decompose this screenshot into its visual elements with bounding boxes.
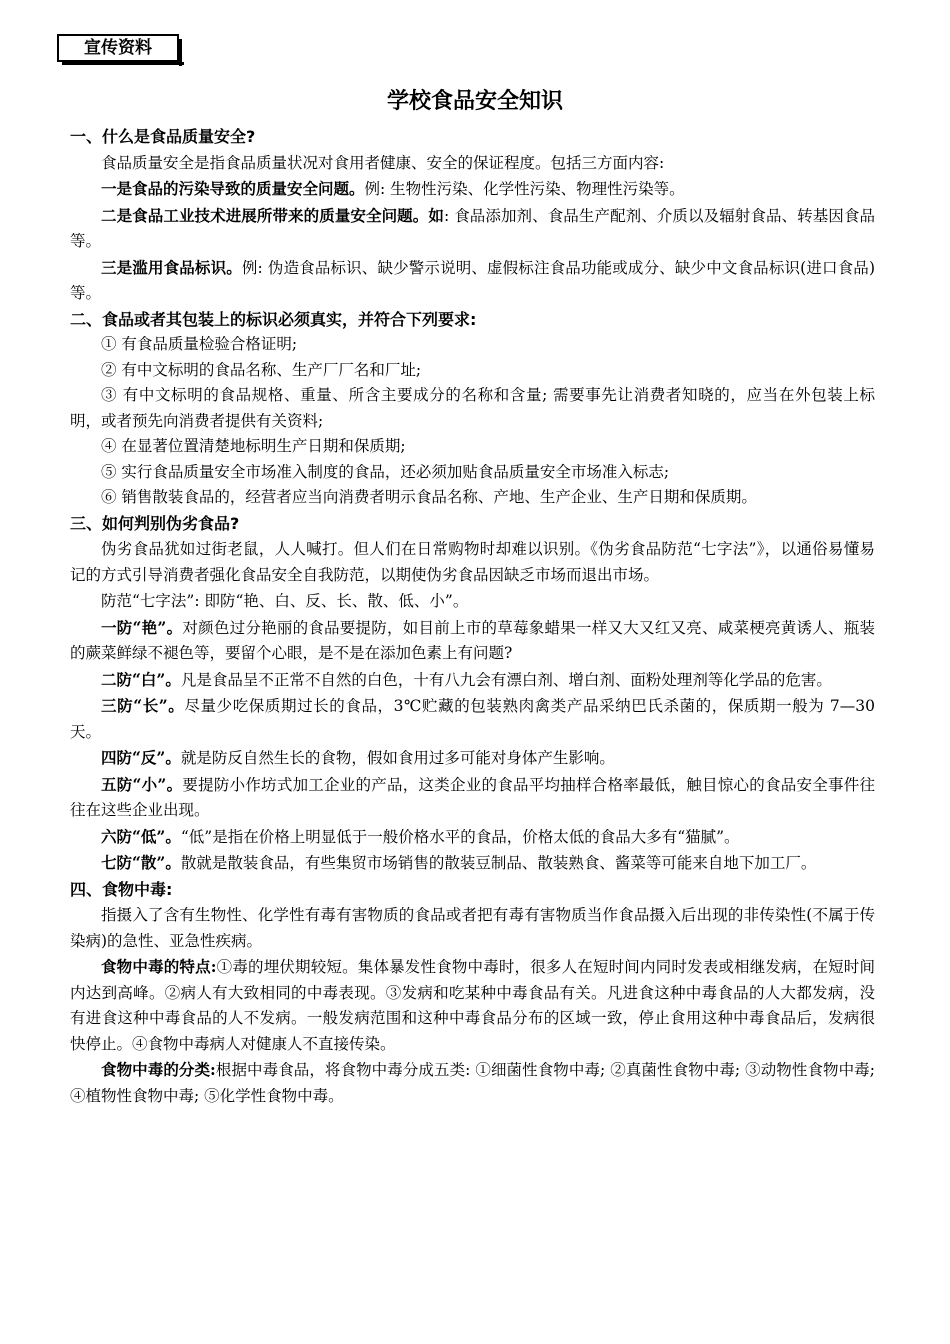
- section-heading-3: 三、如何判别伪劣食品?: [70, 513, 240, 533]
- seven-rule-item: 七防“散”。散就是散装食品，有些集贸市场销售的散装豆制品、散装熟食、酱菜等可能来自地下加工厂。: [101, 853, 817, 872]
- requirement-item: ⑥ 销售散装食品的，经营者应当向消费者明示食品名称、产地、生产企业、生产日期和保质期。: [101, 488, 757, 506]
- promo-material-label: 宣传资料: [84, 38, 152, 58]
- seven-rule-item: 四防“反”。就是防反自然生长的食物，假如食用过多可能对身体产生影响。: [101, 748, 615, 767]
- section-1-paragraph: 食品质量安全是指食品质量状况对食用者健康、安全的保证程度。包括三方面内容:: [101, 153, 665, 172]
- section-1-paragraph: 三是滥用食品标识。例: 伪造食品标识、缺少警示说明、虚假标注食品功能或成分、缺少中文食品标识(进口食品)等。: [70, 257, 875, 302]
- section-4-paragraph: 食物中毒的分类:根据中毒食品，将食物中毒分成五类: ①细菌性食物中毒; ②真菌性食物中毒; ③动物性食物中毒; ④植物性食物中毒; ⑤化学性食物中毒。: [70, 1060, 875, 1105]
- seven-rule-item: 二防“白”。凡是食品呈不正常不自然的白色，十有八九会有漂白剂、增白剂、面粉处理剂等化学品的危害。: [101, 669, 832, 689]
- document-body: [70, 124, 875, 1109]
- section-4-paragraph: 食物中毒的特点:①毒的埋伏期较短。集体暴发性食物中毒时，很多人在短时间内同时发表或相继发病，在短时间内达到高峰。②病人有大致相同的中毒表现。③发病和吃某种中毒食品有关。凡进食这种中毒食品的人大都发病，没有进食这种中毒食品的人不发病。一般发病范围和这种中毒食品分布的区域一致，停止食用这种中毒食品后，发病很快停止。④食物中毒病人对健康人不直接传染。: [70, 957, 875, 1053]
- seven-rule-item: 三防“长”。尽量少吃保质期过长的食品，3℃贮藏的包装熟肉禽类产品采纳巴氏杀菌的，保质期一般为 7—30 天。: [70, 696, 875, 741]
- requirement-item: ③ 有中文标明的食品规格、重量、所含主要成分的名称和含量; 需要事先让消费者知晓的，应当在外包装上标明，或者预先向消费者提供有关资料;: [70, 386, 875, 430]
- requirement-item: ⑤ 实行食品质量安全市场准入制度的食品，还必须加贴食品质量安全市场准入标志;: [101, 462, 670, 481]
- section-3-paragraph: 防范“七字法”: 即防“艳、白、反、长、散、低、小”。: [101, 592, 469, 610]
- requirement-item: ② 有中文标明的食品名称、生产厂厂名和厂址;: [101, 360, 422, 379]
- section-1-paragraph: 一是食品的污染导致的质量安全问题。例: 生物性污染、化学性污染、物理性污染等。: [101, 179, 685, 198]
- requirement-item: ④ 在显著位置清楚地标明生产日期和保质期;: [101, 437, 406, 455]
- promo-material-tag: [57, 34, 179, 62]
- seven-rule-item: 一防“艳”。对颜色过分艳丽的食品要提防，如目前上市的草莓象蜡果一样又大又红又亮、咸菜梗亮黄诱人、瓶装的蕨菜鲜绿不褪色等，要留个心眼，是不是在添加色素上有问题?: [70, 617, 875, 662]
- section-3-paragraph: 伪劣食品犹如过街老鼠，人人喊打。但人们在日常购物时却难以识别。《伪劣食品防范“七字法”》，以通俗易懂易记的方式引导消费者强化食品安全自我防范，以期使伪劣食品因缺乏市场而退出市场。: [70, 540, 875, 584]
- section-heading-4: 四、食物中毒:: [70, 879, 173, 899]
- document-title: 学校食品安全知识: [386, 89, 563, 114]
- section-heading-1: 一、什么是食品质量安全?: [70, 127, 256, 146]
- section-4-paragraph: 指摄入了含有生物性、化学性有毒有害物质的食品或者把有毒有害物质当作食品摄入后出现的非传染性(不属于传染病)的急性、亚急性疾病。: [70, 906, 875, 950]
- seven-rule-item: 六防“低”。“低”是指在价格上明显低于一般价格水平的食品，价格太低的食品大多有“猫腻”。: [101, 826, 740, 846]
- requirement-item: ① 有食品质量检验合格证明;: [101, 335, 298, 353]
- section-1-paragraph: 二是食品工业技术进展所带来的质量安全问题。如: 食品添加剂、食品生产配剂、介质以及辐射食品、转基因食品等。: [70, 205, 875, 250]
- seven-rule-item: 五防“小”。要提防小作坊式加工企业的产品，这类企业的食品平均抽样合格率最低，触目惊心的食品安全事件往往在这些企业出现。: [70, 774, 875, 819]
- section-heading-2: 二、食品或者其包装上的标识必须真实，并符合下列要求:: [70, 309, 477, 329]
